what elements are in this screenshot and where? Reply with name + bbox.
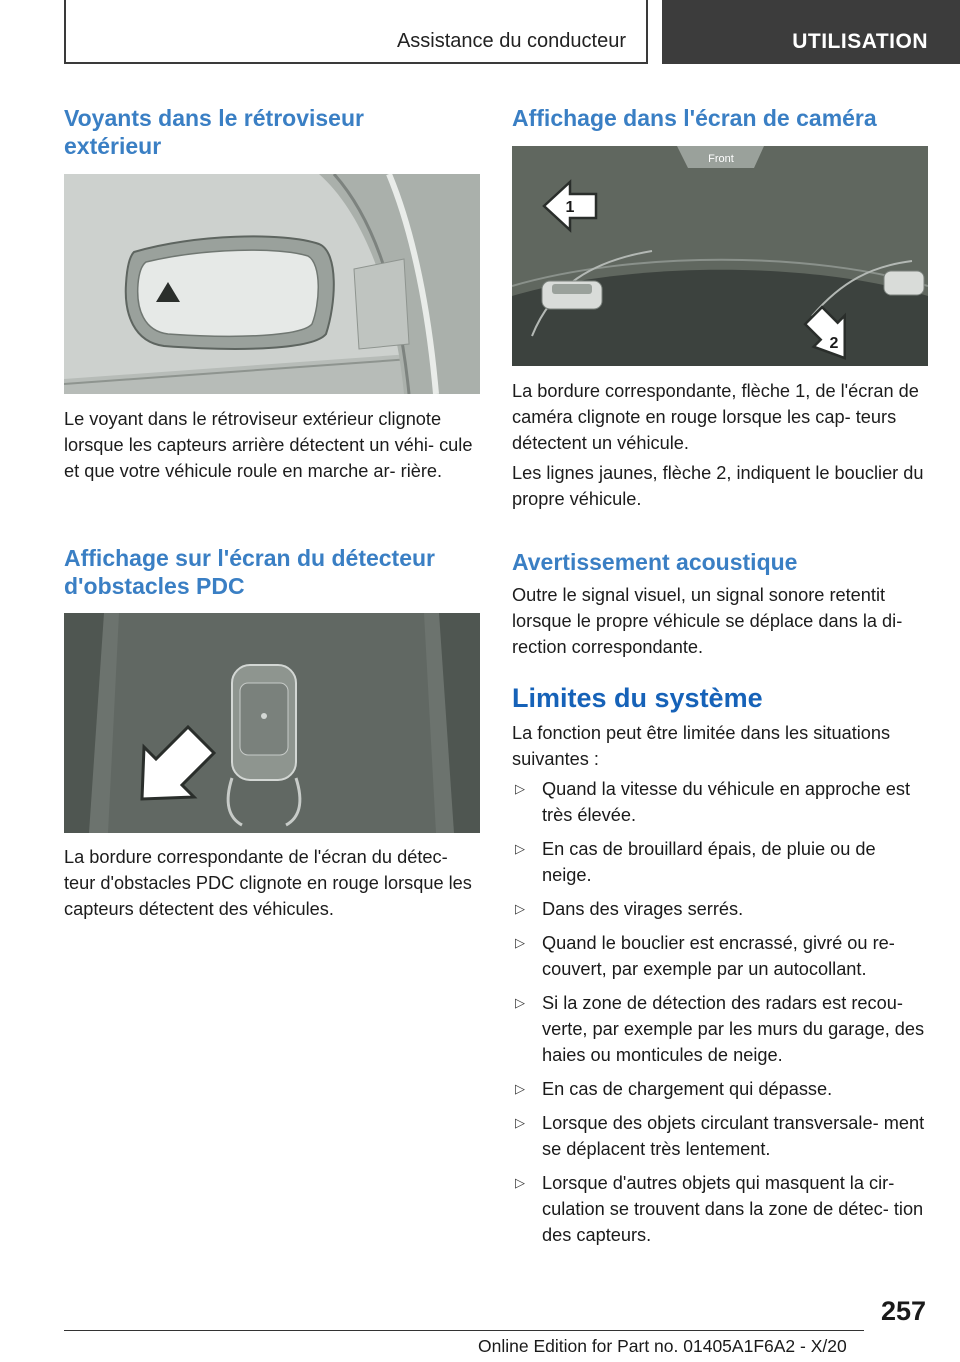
list-item	[512, 1170, 928, 1248]
mirror-text: Le voyant dans le rétroviseur extérieur clignote lorsque les capteurs arrière détectent un véhi- cule et que votre véhicule roule en marche ar- rière.	[64, 409, 473, 481]
list-item-text: Quand la vitesse du véhicule en approche est très élevée.	[542, 779, 911, 825]
pdc-heading: Affichage sur l'écran du détecteur d'obstacles PDC	[64, 545, 436, 599]
triangle-bullet-icon: ▷	[515, 781, 525, 796]
mirror-figure	[64, 174, 480, 394]
acoustic-text: Outre le signal visuel, un signal sonore retentit lorsque le propre véhicule se déplace dans la di- rection correspondante.	[512, 585, 903, 657]
header-chapter-title: UTILISATION	[792, 30, 928, 53]
camera-text-2: Les lignes jaunes, flèche 2, indiquent le bouclier du propre véhicule.	[512, 463, 924, 509]
header-section-box	[64, 0, 648, 64]
list-item-text: Lorsque des objets circulant transversale- ment se déplacent très lentement.	[542, 1113, 925, 1159]
list-item	[512, 990, 928, 1068]
camera-front-label: Front	[708, 153, 734, 165]
triangle-bullet-icon: ▷	[515, 995, 525, 1010]
page-number: 257	[880, 1296, 926, 1326]
list-item-text: Si la zone de détection des radars est recou- verte, par exemple par les murs du garage, des haies ou monticules de neige.	[542, 993, 925, 1065]
triangle-bullet-icon: ▷	[515, 1115, 525, 1130]
list-item-text: En cas de chargement qui dépasse.	[542, 1079, 833, 1099]
list-item	[512, 1076, 928, 1102]
list-item-text: Lorsque d'autres objets qui masquent la cir- culation se trouvent dans la zone de détec- tion des capteurs.	[542, 1173, 924, 1245]
triangle-bullet-icon: ▷	[515, 1175, 525, 1190]
pdc-figure	[64, 613, 480, 833]
camera-arrow1-label: 1	[565, 199, 575, 216]
list-item	[512, 776, 928, 828]
triangle-bullet-icon: ▷	[515, 1081, 525, 1096]
edition-info: Online Edition for Part no. 01405A1F6A2 - X/20	[478, 1336, 847, 1356]
list-item	[512, 896, 928, 922]
list-item-text: Quand le bouclier est encrassé, givré ou re- couvert, par exemple par un autocollant.	[542, 933, 895, 979]
list-item	[512, 836, 928, 888]
list-item	[512, 1110, 928, 1162]
header-chapter-tab	[662, 0, 960, 64]
mirror-heading: Voyants dans le rétroviseur extérieur	[64, 105, 364, 159]
camera-text-1: La bordure correspondante, flèche 1, de l'écran de caméra clignote en rouge lorsque les cap- teurs détectent un véhicule.	[512, 381, 919, 453]
triangle-bullet-icon: ▷	[515, 841, 525, 856]
limits-heading: Limites du système	[512, 683, 763, 713]
triangle-bullet-icon: ▷	[515, 935, 525, 950]
pdc-text: La bordure correspondante de l'écran du détec- teur d'obstacles PDC clignote en rouge lorsque les capteurs détectent des véhicules.	[64, 847, 472, 919]
list-item-text: En cas de brouillard épais, de pluie ou de neige.	[542, 839, 876, 885]
header-section-title: Assistance du conducteur	[396, 30, 626, 52]
camera-arrow2-label: 2	[829, 335, 839, 352]
footer-divider	[64, 1330, 864, 1331]
list-item-text: Dans des virages serrés.	[542, 899, 744, 919]
camera-figure	[512, 146, 928, 366]
camera-heading: Affichage dans l'écran de caméra	[512, 105, 877, 131]
limits-intro: La fonction peut être limitée dans les situations suivantes :	[512, 723, 891, 769]
list-item	[512, 930, 928, 982]
acoustic-heading: Avertissement acoustique	[512, 549, 798, 575]
limits-list	[512, 776, 928, 1256]
triangle-bullet-icon: ▷	[515, 901, 525, 916]
